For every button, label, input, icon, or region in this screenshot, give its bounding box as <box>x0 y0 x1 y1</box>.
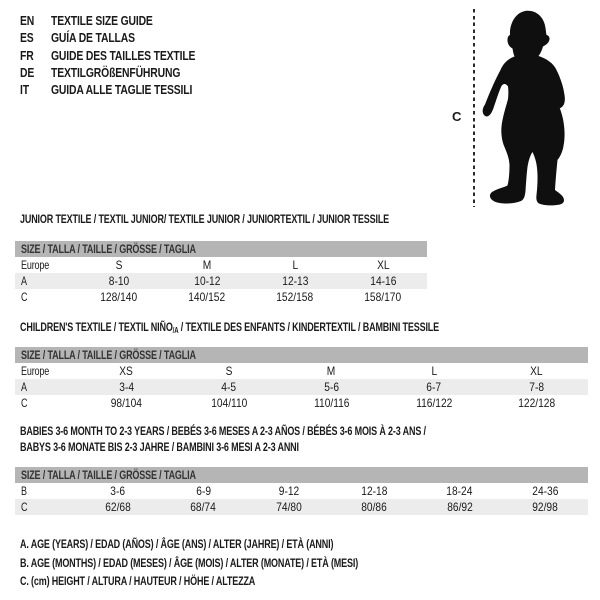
size-cell: XS <box>119 364 134 378</box>
age-cell: 24-36 <box>532 484 559 498</box>
height-cell: 86/92 <box>446 500 473 514</box>
row-label: Europe <box>21 258 50 272</box>
size-cell: S <box>225 364 233 378</box>
height-cell: 74/80 <box>275 500 302 514</box>
language-list <box>20 12 231 98</box>
age-cell: 6-7 <box>426 380 442 394</box>
height-cell: 110/116 <box>313 396 350 410</box>
size-cell: M <box>202 258 212 272</box>
language-row <box>20 64 231 81</box>
language-row <box>20 12 231 29</box>
size-cell: XL <box>376 258 390 272</box>
junior-size-table <box>15 241 427 305</box>
legend-line-height-cm: C. (cm) HEIGHT / ALTURA / HAUTEUR / HÖHE / ALTEZZA <box>20 573 256 588</box>
table-row <box>15 379 588 395</box>
size-header-bar: SIZE / TALLA / TAILLE / GRÖSSE / TAGLIA <box>15 467 588 483</box>
age-cell: 6-9 <box>195 484 211 498</box>
language-code: IT <box>20 82 29 98</box>
age-cell: 3-4 <box>118 380 134 394</box>
age-cell: 5-6 <box>324 380 339 394</box>
age-cell: 3-6 <box>110 484 126 498</box>
age-cell: 14-16 <box>369 274 397 288</box>
height-cell: 140/152 <box>188 290 226 304</box>
height-cell: 80/86 <box>361 500 388 514</box>
language-label: TEXTILE SIZE GUIDE <box>51 13 153 29</box>
size-cell: L <box>431 364 437 378</box>
babies-title-line2: BABYS 3-6 MONATE BIS 2-3 JAHRE / BAMBINI 3-6 MESI A 2-3 ANNI <box>20 439 299 454</box>
row-label: C <box>21 290 28 304</box>
height-cell: 158/170 <box>364 290 402 304</box>
language-label: TEXTILGRÖßENFÜHRUNG <box>51 65 181 81</box>
height-cell: 98/104 <box>110 396 142 410</box>
junior-table-title: JUNIOR TEXTILE / TEXTIL JUNIOR/ TEXTILE JUNIOR / JUNIORTEXTIL / JUNIOR TESSILE <box>20 212 390 226</box>
row-label: A <box>21 274 27 288</box>
legend-line-age-months: B. AGE (MONTHS) / EDAD (MESES) / ÂGE (MOIS) / ALTER (MONATE) / ETÀ (MESI) <box>20 555 359 570</box>
height-measure-label: C <box>452 109 462 124</box>
language-label: GUIDE DES TAILLES TEXTILE <box>51 47 196 63</box>
height-cell: 122/128 <box>518 396 556 410</box>
age-cell: 8-10 <box>108 274 130 288</box>
table-row <box>15 363 588 379</box>
language-code: DE <box>20 65 35 81</box>
height-cell: 128/140 <box>100 290 138 304</box>
height-cell: 116/122 <box>416 396 453 410</box>
height-cell: 68/74 <box>190 500 217 514</box>
size-cell: L <box>292 258 298 272</box>
babies-size-table <box>15 467 588 515</box>
legend <box>20 535 471 590</box>
size-cell: S <box>115 258 123 272</box>
row-label: Europe <box>21 364 50 378</box>
row-label: C <box>21 500 28 514</box>
babies-title-line1: BABIES 3-6 MONTH TO 2-3 YEARS / BEBÉS 3-6 MESES A 2-3 AÑOS / BÉBÉS 3-6 MOIS À 2-3 ANS / <box>20 424 426 438</box>
age-cell: 10-12 <box>193 274 221 288</box>
height-cell: 62/68 <box>104 500 131 514</box>
height-cell: 92/98 <box>532 500 559 514</box>
language-code: FR <box>20 47 34 63</box>
age-cell: 12-18 <box>361 484 388 498</box>
language-label: GUÍA DE TALLAS <box>51 30 135 46</box>
size-header-bar: SIZE / TALLA / TAILLE / GRÖSSE / TAGLIA <box>15 241 427 257</box>
language-row <box>20 29 231 46</box>
table-row <box>15 395 588 411</box>
age-cell: 12-13 <box>281 274 309 288</box>
height-cell: 104/110 <box>210 396 247 410</box>
table-row <box>15 289 427 305</box>
table-row <box>15 499 588 515</box>
size-cell: XL <box>530 364 543 378</box>
size-cell: M <box>327 364 336 378</box>
height-measure-dashed-line <box>473 9 475 207</box>
size-header-bar: SIZE / TALLA / TAILLE / GRÖSSE / TAGLIA <box>15 347 588 363</box>
language-code: EN <box>20 13 35 29</box>
age-cell: 4-5 <box>221 380 237 394</box>
children-size-table <box>15 347 588 411</box>
language-label: GUIDA ALLE TAGLIE TESSILI <box>51 82 193 98</box>
language-row <box>20 81 231 98</box>
height-cell: 152/158 <box>276 290 314 304</box>
age-cell: 18-24 <box>446 484 473 498</box>
table-row <box>15 257 427 273</box>
toddler-silhouette-icon <box>480 0 600 215</box>
language-row <box>20 47 231 64</box>
row-label: A <box>21 380 27 394</box>
legend-line-age-years: A. AGE (YEARS) / EDAD (AÑOS) / ÂGE (ANS) / ALTER (JAHRE) / ETÀ (ANNI) <box>20 537 334 552</box>
table-row <box>15 273 427 289</box>
row-label: B <box>21 484 27 498</box>
table-row <box>15 483 588 499</box>
age-cell: 9-12 <box>278 484 299 498</box>
language-code: ES <box>20 30 34 46</box>
children-table-title: CHILDREN'S TEXTILE / TEXTIL NIÑO/A / TEXTILE DES ENFANTS / KINDERTEXTIL / BAMBINI TESSILE <box>20 320 440 335</box>
age-cell: 7-8 <box>529 380 545 394</box>
row-label: C <box>21 396 28 410</box>
babies-table-title <box>20 424 561 455</box>
